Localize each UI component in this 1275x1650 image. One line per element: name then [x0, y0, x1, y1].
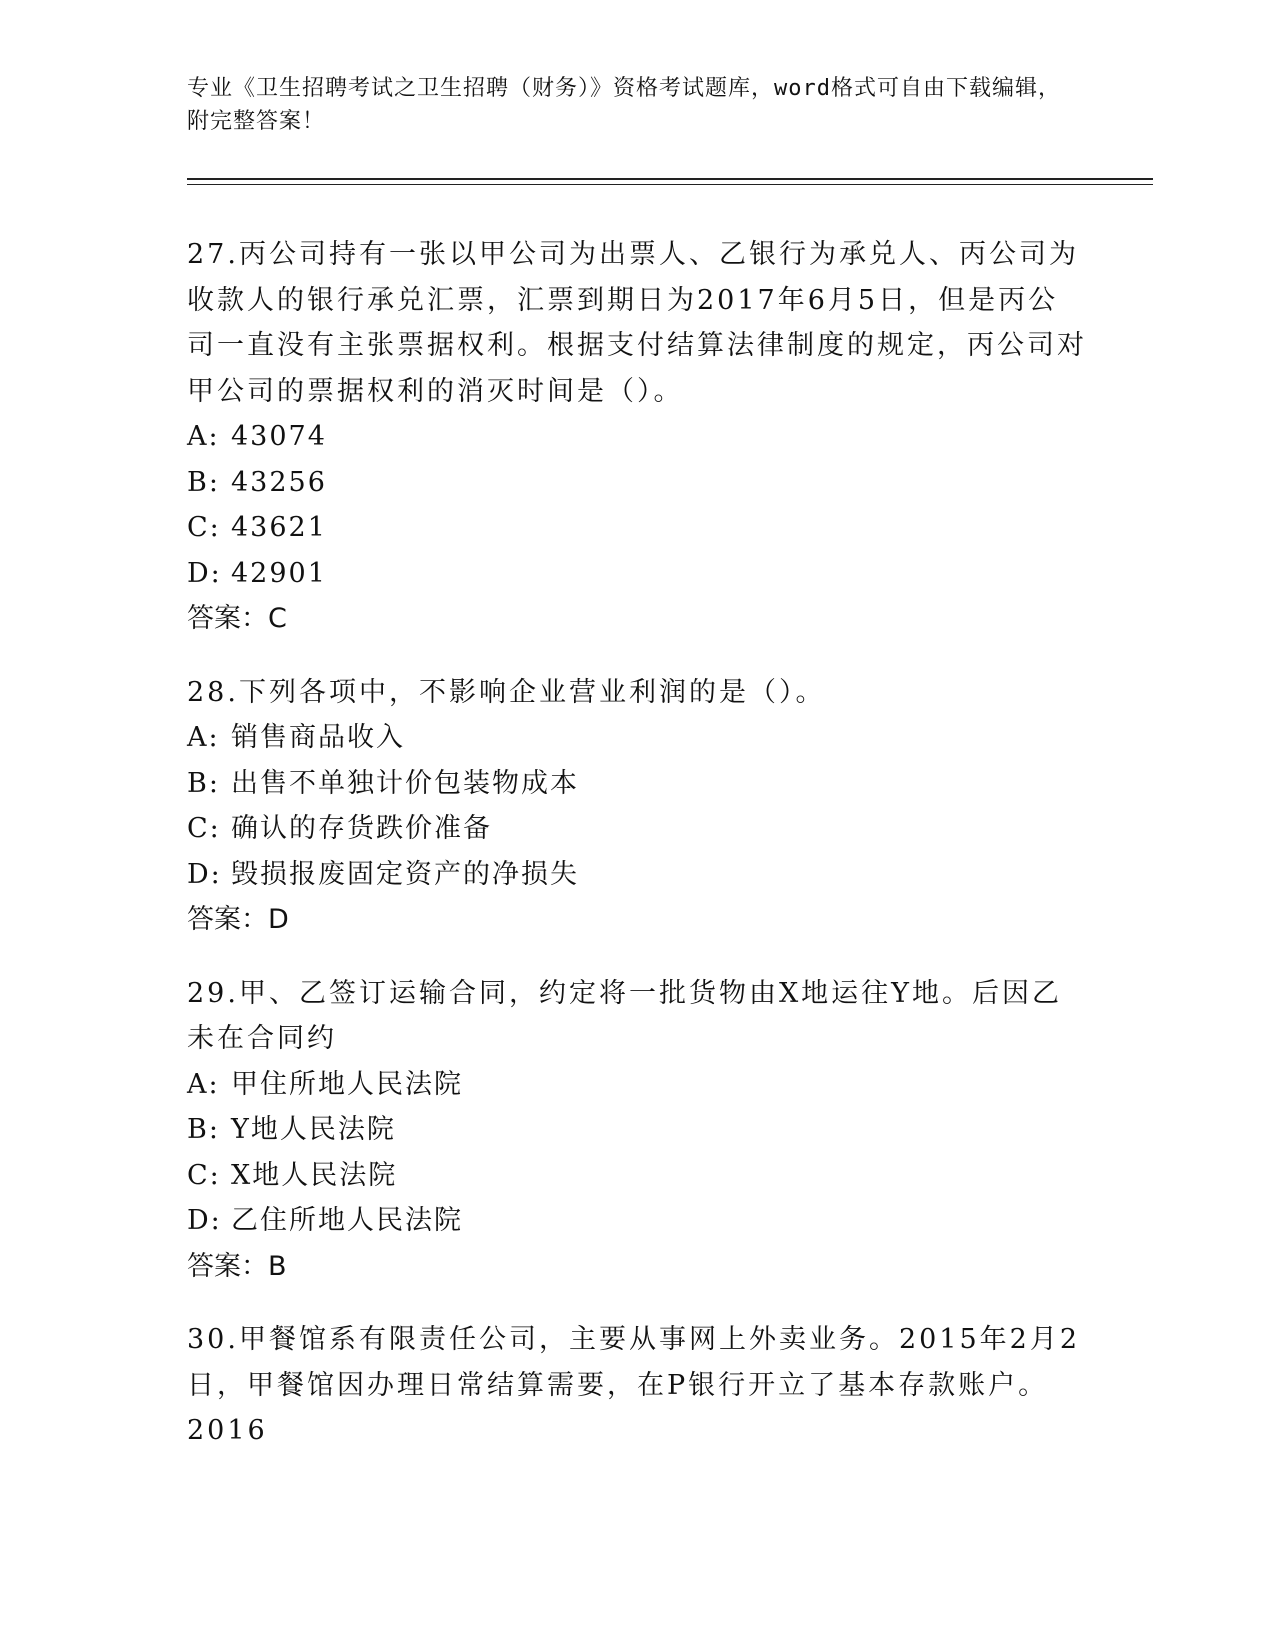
- option-key: B:: [187, 466, 220, 498]
- option-d: [187, 852, 1087, 898]
- question-stem: 27.丙公司持有一张以甲公司为出票人、乙银行为承兑人、丙公司为收款人的银行承兑汇票，汇票到期日为2017年6月5日，但是丙公司一直没有主张票据权利。根据支付结算法律制度的规定，丙公司对甲公司的票据权利的消灭时间是（）。: [187, 239, 1087, 407]
- question-stem: 28.下列各项中，不影响企业营业利润的是（）。: [187, 676, 826, 708]
- header-divider-thin: [187, 184, 1153, 185]
- question-stem: 30.甲餐馆系有限责任公司，主要从事网上外卖业务。2015年2月2日，甲餐馆因办理日常结算需要，在P银行开立了基本存款账户。2016: [187, 1324, 1081, 1446]
- option-c: [187, 505, 1087, 551]
- option-key: A:: [187, 1068, 220, 1100]
- question-27: [187, 232, 1087, 642]
- answer-line: 答案：B: [187, 1250, 287, 1282]
- option-text: 出售不单独计价包装物成本: [231, 767, 579, 799]
- option-text: 确认的存货跌价准备: [231, 813, 492, 844]
- option-text: 43074: [231, 421, 327, 452]
- option-key: D:: [187, 557, 222, 589]
- option-text: 甲住所地人民法院: [231, 1068, 463, 1100]
- answer-line: 答案：D: [187, 904, 289, 935]
- option-d: [187, 551, 1087, 597]
- option-key: C:: [187, 512, 221, 543]
- option-text: X地人民法院: [231, 1159, 398, 1191]
- header-divider-thick: [187, 178, 1153, 180]
- option-text: 43621: [231, 512, 327, 543]
- option-a: [187, 414, 1087, 460]
- option-b: [187, 761, 1087, 807]
- option-key: D:: [187, 858, 222, 890]
- option-text: Y地人民法院: [231, 1114, 396, 1145]
- option-b: [187, 460, 1087, 506]
- question-28: [187, 670, 1087, 943]
- question-29: [187, 971, 1087, 1290]
- answer-line: 答案：C: [187, 603, 287, 634]
- option-text: 43256: [231, 466, 327, 498]
- option-text: 乙住所地人民法院: [231, 1205, 463, 1236]
- option-key: B:: [187, 767, 220, 799]
- option-c: [187, 806, 1087, 852]
- document-header: 专业《卫生招聘考试之卫生招聘（财务）》资格考试题库，word格式可自由下载编辑，附完整答案！: [187, 76, 1061, 134]
- option-key: C:: [187, 1159, 221, 1191]
- option-key: C:: [187, 813, 221, 844]
- option-text: 42901: [231, 557, 327, 589]
- question-30: [187, 1317, 1087, 1454]
- option-text: 毁损报废固定资产的净损失: [231, 858, 579, 890]
- option-c: [187, 1153, 1087, 1199]
- option-a: [187, 1062, 1087, 1108]
- question-stem: 29.甲、乙签订运输合同，约定将一批货物由X地运往Y地。后因乙未在合同约: [187, 977, 1062, 1054]
- question-list: [187, 232, 1087, 1482]
- option-text: 销售商品收入: [231, 722, 405, 753]
- option-key: D:: [187, 1205, 222, 1236]
- option-key: B:: [187, 1114, 220, 1145]
- option-d: [187, 1198, 1087, 1244]
- option-key: A:: [187, 722, 220, 753]
- option-a: [187, 715, 1087, 761]
- option-b: [187, 1107, 1087, 1153]
- option-key: A:: [187, 421, 220, 452]
